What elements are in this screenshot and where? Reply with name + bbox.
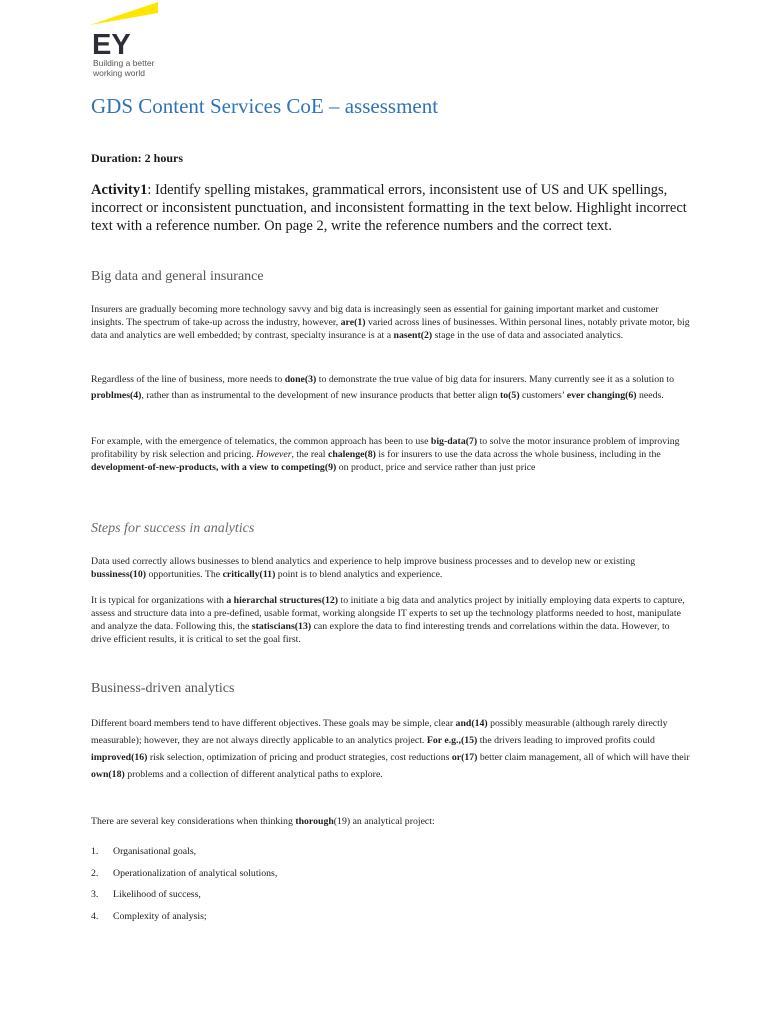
list-item: 3. Likelihood of success,	[91, 889, 201, 900]
list-item: 2. Operationalization of analytical solutions,	[91, 867, 278, 879]
page-title: GDS Content Services CoE – assessment	[91, 94, 439, 118]
paragraph-3: For example, with the emergence of telematics, the common approach has been to use big-data(7) to solve the motor insurance problem of improving profitability by risk selection and pricing. However, the real chalenge(8) is for insurers to use the data across the whole business, including in the development-of-new-products, with a view to competing(9) on product, price and service rather than just price	[91, 436, 680, 473]
list-item: 1. Organisational goals,	[91, 846, 197, 857]
paragraph-6: Different board members tend to have different objectives. These goals may be simple, clear and(14) possibly measurable (although rarely directly measurable); however, they are not always directly applicable to an analytics project. For e.g.,(15) the drivers leading to improved profits could improved(16) risk selection, optimization of pricing and product strategies, cost reductions or(17) better claim management, all of which will have their own(18) problems and a collection of different analytical paths to explore.	[91, 718, 690, 780]
section-heading-steps: Steps for success in analytics	[91, 521, 255, 536]
list-item: 4. Complexity of analysis;	[91, 910, 207, 922]
paragraph-1: Insurers are gradually becoming more technology savvy and big data is increasingly seen as essential for gaining important market and customer insights. The spectrum of take-up across the industry, however, are(1) varied across lines of businesses. Within personal lines, notably private motor, big data and analytics are well embedded; by contrast, specialty insurance is at a nasent(2) stage in the use of data and associated analytics.	[91, 304, 690, 341]
activity-label: Activity1	[91, 182, 148, 198]
activity-text: : Identify spelling mistakes, grammatical errors, inconsistent use of US and UK spellings, incorrect or inconsistent punctuation, and inconsistent formatting in the text below. Highlight incorrect text with a reference number. On page 2, write the reference numbers and the correct text.	[91, 182, 687, 234]
duration-label: Duration: 2 hours	[91, 151, 184, 165]
logo-text: EY	[92, 29, 131, 61]
considerations-list	[91, 846, 591, 932]
paragraph-4: Data used correctly allows businesses to blend analytics and experience to help improve business processes and to develop new or existing bussiness(10) opportunities. The critically(11) point is to blend analytics and experience.	[91, 556, 636, 580]
activity-instructions	[91, 181, 691, 235]
section-heading-business-driven: Business-driven analytics	[91, 681, 235, 696]
paragraph-7: There are several key considerations when thinking thorough(19) an analytical project:	[91, 816, 435, 827]
logo-tagline: Building a better working world	[93, 58, 155, 78]
section-heading-big-data: Big data and general insurance	[91, 269, 264, 284]
paragraph-5: It is typical for organizations with a hierarchal structures(12) to initiate a big data and analytics project by initially employing data experts to capture, assess and structure data into a pre-defined, usable format, working alongside IT experts to set up the technology platforms needed to host, manipulate and analyze the data. Following this, the statiscians(13) can explore the data to find interesting trends and correlations within the data. However, to drive efficient results, it is critical to set the goal first.	[91, 595, 685, 645]
paragraph-2: Regardless of the line of business, more needs to done(3) to demonstrate the true value of big data for insurers. Many currently see it as a solution to problmes(4), rather than as instrumental to the development of new insurance products that better align to(5) customers’ ever changing(6) needs.	[91, 374, 675, 401]
